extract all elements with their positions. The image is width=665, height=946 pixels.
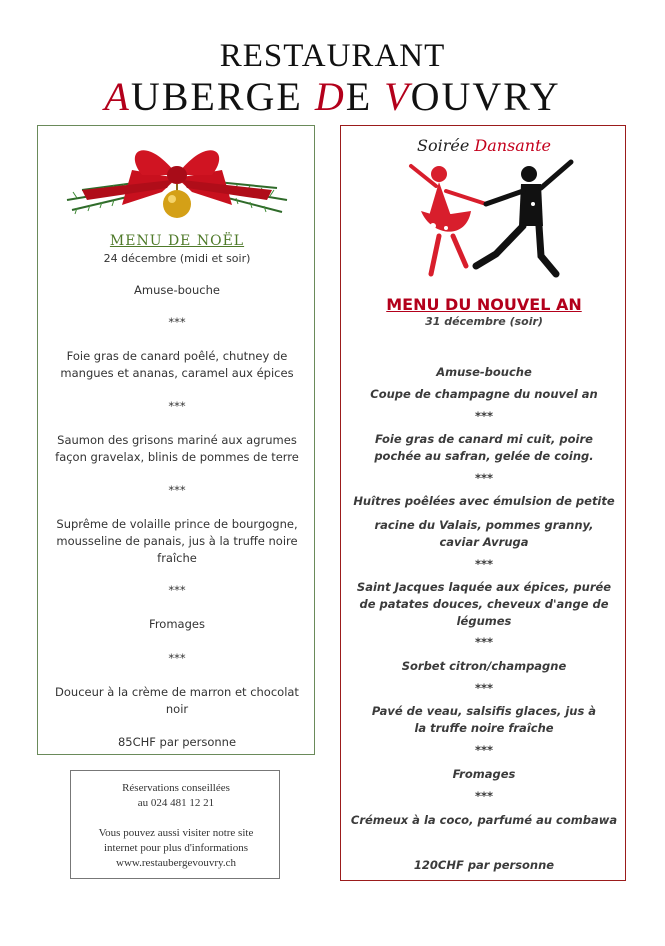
nouvel-sep-3: ***	[474, 635, 494, 649]
nouvel-date: 31 décembre (soir)	[425, 315, 543, 328]
nouvel-item-0: Amuse-bouche	[436, 365, 532, 379]
nouvel-item-1: Coupe de champagne du nouvel an	[370, 387, 598, 401]
menu-noel-box	[37, 125, 315, 755]
text-uberge: UBERGE	[130, 74, 315, 119]
header-line2	[0, 76, 665, 118]
noel-item-3: Suprême de volaille prince de bourgogne, mousseline de panais, jus à la truffe noire fraîche	[56, 517, 298, 565]
nouvel-item-4: Saint Jacques laquée aux épices, purée de patates douces, cheveux d'ange de légumes	[356, 580, 612, 628]
noel-item-4: Fromages	[149, 617, 205, 631]
letter-a: A	[104, 74, 131, 119]
nouvel-item-3a: Huîtres poêlées avec émulsion de petite	[353, 494, 615, 508]
nouvel-sep-6: ***	[474, 789, 494, 803]
reservation-box	[70, 770, 280, 879]
reservation-website: www.restaubergevouvry.ch	[116, 857, 236, 869]
nouvel-sep-2: ***	[474, 557, 494, 571]
noel-price: 85CHF par personne	[117, 735, 237, 749]
menu-nouvel-an-box	[340, 125, 626, 881]
soiree-dansante-title	[341, 136, 627, 155]
reservation-line4: internet pour plus d'informations	[103, 842, 249, 854]
noel-item-1: Foie gras de canard poêlé, chutney de mangues et ananas, caramel aux épices	[60, 349, 294, 380]
nouvel-title-block	[341, 296, 627, 330]
noel-item-0: Amuse-bouche	[134, 283, 220, 297]
nouvel-item-6: Pavé de veau, salsifis glaces, jus à la truffe noire fraîche	[371, 704, 597, 735]
header-line1: RESTAURANT	[219, 38, 446, 74]
restaurant-header	[0, 38, 665, 118]
nouvel-sep-1: ***	[474, 471, 494, 485]
noel-date: 24 décembre (midi et soir)	[103, 252, 251, 265]
noel-item-5: Douceur à la crème de marron et chocolat noir	[55, 685, 299, 716]
dancing-couple-icon	[391, 156, 591, 284]
letter-v: V	[384, 74, 411, 119]
soiree-word: Soirée	[416, 136, 475, 155]
nouvel-item-5: Sorbet citron/champagne	[401, 659, 567, 673]
reservation-phone: au 024 481 12 21	[137, 797, 215, 809]
noel-item-2: Saumon des grisons mariné aux agrumes façon gravelax, blinis de pommes de terre	[55, 433, 299, 464]
nouvel-sep-4: ***	[474, 681, 494, 695]
nouvel-item-8: Crémeux à la coco, parfumé au combawa	[350, 813, 618, 827]
noel-title-block	[38, 233, 316, 267]
nouvel-title: MENU DU NOUVEL AN	[386, 295, 582, 314]
noel-sep-2: ***	[168, 483, 186, 497]
reservation-line3: Vous pouvez aussi visiter notre site	[98, 827, 254, 839]
noel-sep-4: ***	[168, 651, 186, 665]
nouvel-price: 120CHF par personne	[413, 858, 555, 872]
reservation-line1: Réservations conseillées	[122, 782, 230, 794]
noel-sep-0: ***	[168, 315, 186, 329]
dansante-word: Dansante	[474, 136, 551, 155]
noel-title: MENU DE NOËL	[109, 233, 245, 249]
nouvel-item-3b: racine du Valais, pommes granny, caviar Avruga	[374, 518, 594, 549]
noel-sep-1: ***	[168, 399, 186, 413]
nouvel-item-7: Fromages	[452, 767, 516, 781]
nouvel-item-2: Foie gras de canard mi cuit, poire pochée au safran, gelée de coing.	[374, 432, 594, 463]
nouvel-sep-0: ***	[474, 409, 494, 423]
text-ouvry: OUVRY	[410, 74, 561, 119]
christmas-bow-icon	[62, 130, 292, 225]
nouvel-sep-5: ***	[474, 743, 494, 757]
noel-sep-3: ***	[168, 583, 186, 597]
letter-d: D	[314, 74, 346, 119]
text-e: E	[345, 74, 385, 119]
